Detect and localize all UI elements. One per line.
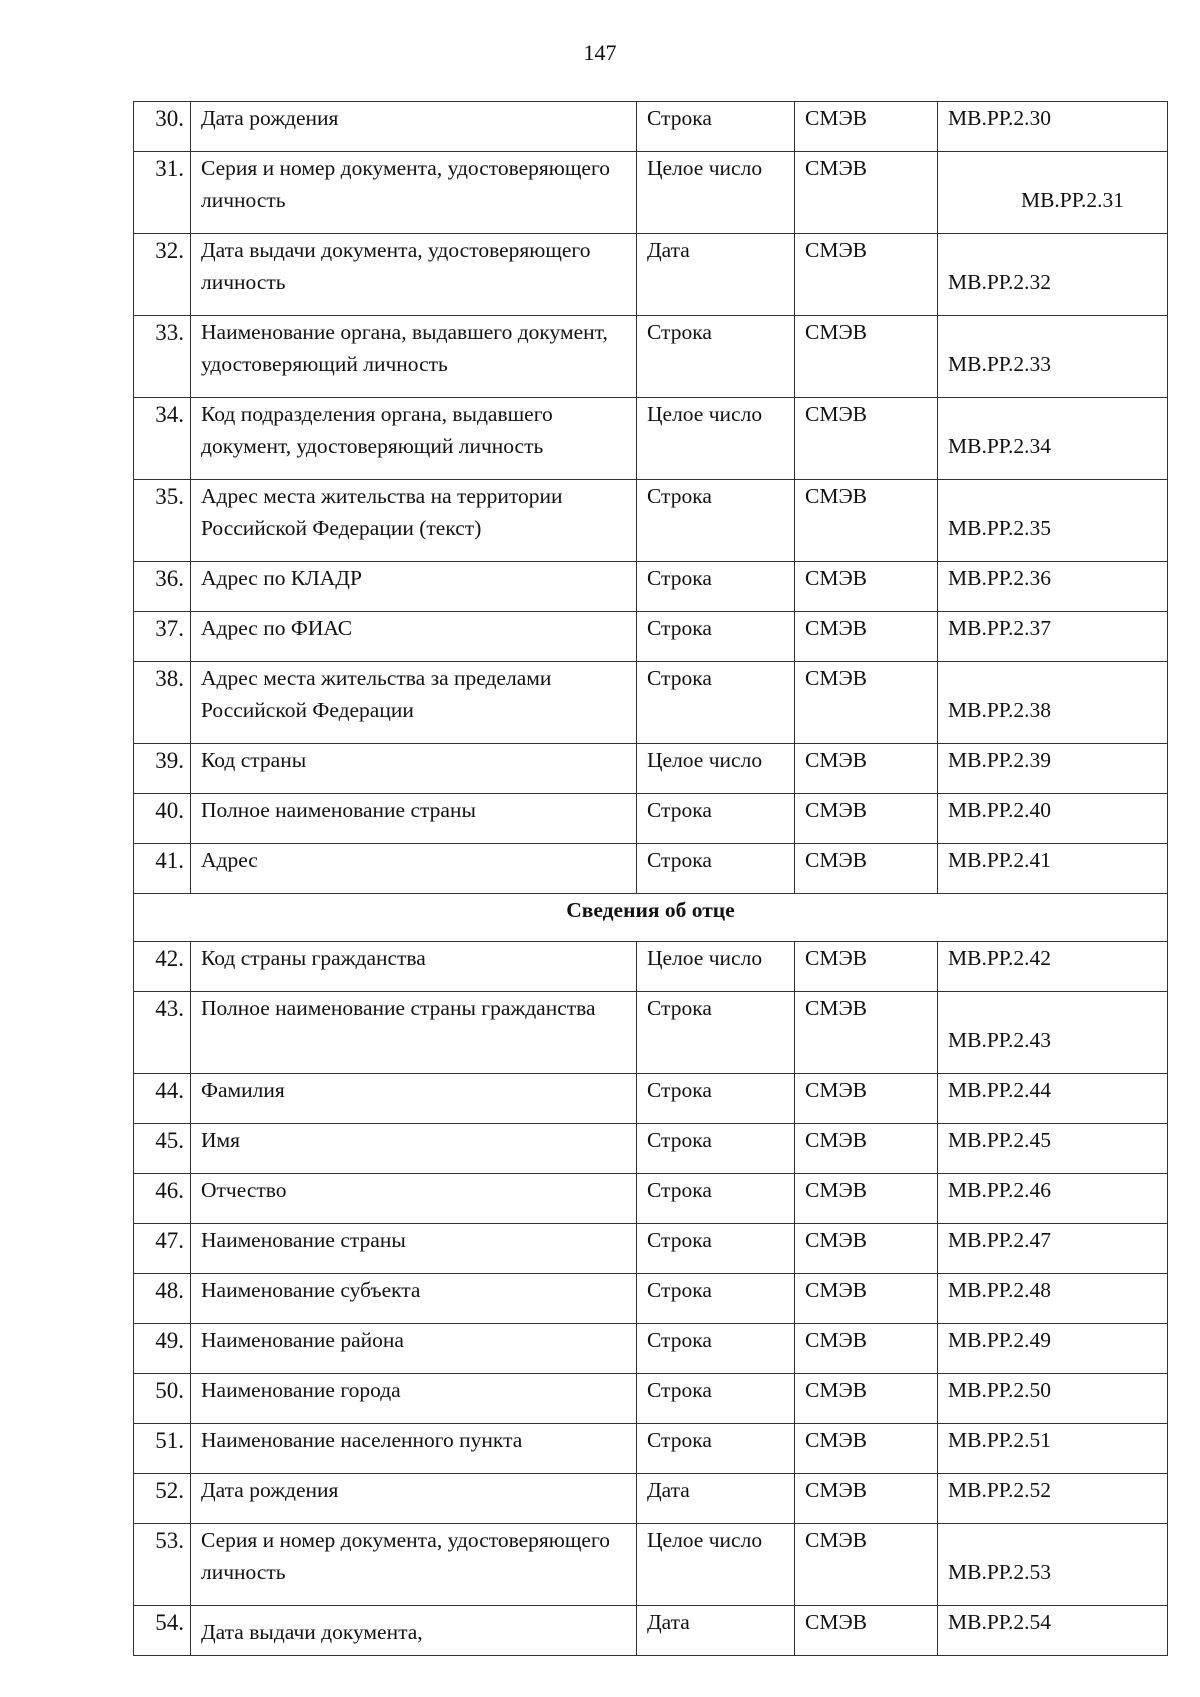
field-source: СМЭВ	[805, 1328, 867, 1352]
field-code-cell	[938, 612, 1168, 662]
field-code: МВ.РР.2.37	[948, 616, 1052, 640]
field-name-cell	[191, 398, 637, 480]
field-source-cell	[795, 992, 938, 1074]
field-type: Строка	[647, 484, 712, 508]
field-code-cell	[938, 844, 1168, 894]
field-type: Строка	[647, 1428, 712, 1452]
field-type-cell	[637, 1374, 795, 1424]
field-code: МВ.РР.2.35	[948, 516, 1052, 540]
table-row	[134, 662, 1168, 744]
field-source: СМЭВ	[805, 566, 867, 590]
field-name-cell	[191, 1524, 637, 1606]
row-number-cell	[134, 1424, 191, 1474]
field-source-cell	[795, 612, 938, 662]
field-type: Строка	[647, 848, 712, 872]
field-source: СМЭВ	[805, 1078, 867, 1102]
field-source: СМЭВ	[805, 238, 867, 262]
field-code: МВ.РР.2.43	[948, 1028, 1052, 1052]
field-code-cell	[938, 1124, 1168, 1174]
field-type-cell	[637, 844, 795, 894]
field-code-cell	[938, 1174, 1168, 1224]
row-number: 53.	[155, 1528, 184, 1553]
field-type-cell	[637, 480, 795, 562]
field-code: МВ.РР.2.48	[948, 1278, 1052, 1302]
row-number: 33.	[155, 320, 184, 345]
field-source-cell	[795, 102, 938, 152]
field-type: Строка	[647, 320, 712, 344]
field-name-cell	[191, 152, 637, 234]
field-source-cell	[795, 1274, 938, 1324]
field-name: Наименование органа, выдавшего документ, удостоверяющий личность	[201, 320, 608, 376]
row-number-cell	[134, 1606, 191, 1656]
row-number-cell	[134, 398, 191, 480]
field-type: Целое число	[647, 748, 763, 772]
row-number: 34.	[155, 402, 184, 427]
table-row	[134, 562, 1168, 612]
field-source-cell	[795, 1474, 938, 1524]
row-number: 38.	[155, 666, 184, 691]
field-type-cell	[637, 102, 795, 152]
field-name-cell	[191, 234, 637, 316]
field-name-cell	[191, 1274, 637, 1324]
field-code: МВ.РР.2.42	[948, 946, 1052, 970]
field-code: МВ.РР.2.44	[948, 1078, 1052, 1102]
field-code-cell	[938, 1074, 1168, 1124]
field-code: МВ.РР.2.51	[948, 1428, 1052, 1452]
field-type: Строка	[647, 1178, 712, 1202]
row-number-cell	[134, 1124, 191, 1174]
field-code: МВ.РР.2.49	[948, 1328, 1052, 1352]
table-row	[134, 612, 1168, 662]
page-number: 147	[583, 40, 617, 65]
field-name: Полное наименование страны	[201, 798, 476, 822]
field-type: Дата	[647, 238, 690, 262]
field-source-cell	[795, 744, 938, 794]
row-number: 52.	[155, 1478, 184, 1503]
field-type-cell	[637, 992, 795, 1074]
field-name: Дата рождения	[201, 106, 339, 130]
field-code-cell	[938, 1524, 1168, 1606]
field-code: МВ.РР.2.34	[948, 434, 1052, 458]
field-source-cell	[795, 480, 938, 562]
field-source: СМЭВ	[805, 1278, 867, 1302]
field-code: МВ.РР.2.36	[948, 566, 1052, 590]
table-row	[134, 102, 1168, 152]
row-number-cell	[134, 480, 191, 562]
table-row	[134, 1224, 1168, 1274]
field-type-cell	[637, 1124, 795, 1174]
field-name: Полное наименование страны гражданства	[201, 996, 596, 1020]
field-type-cell	[637, 1524, 795, 1606]
table-row	[134, 1324, 1168, 1374]
field-type-cell	[637, 794, 795, 844]
field-name-cell	[191, 1324, 637, 1374]
field-type: Строка	[647, 798, 712, 822]
field-type-cell	[637, 316, 795, 398]
field-source: СМЭВ	[805, 156, 867, 180]
field-code-cell	[938, 942, 1168, 992]
field-type: Целое число	[647, 156, 763, 180]
row-number-cell	[134, 1374, 191, 1424]
field-source-cell	[795, 234, 938, 316]
field-name: Адрес по ФИАС	[201, 616, 353, 640]
field-code: МВ.РР.2.33	[948, 352, 1052, 376]
field-source: СМЭВ	[805, 748, 867, 772]
field-type: Строка	[647, 996, 712, 1020]
field-source-cell	[795, 1174, 938, 1224]
row-number: 51.	[155, 1428, 184, 1453]
field-type-cell	[637, 1424, 795, 1474]
field-source-cell	[795, 1606, 938, 1656]
section-header-row	[134, 894, 1168, 942]
table-row	[134, 844, 1168, 894]
row-number-cell	[134, 662, 191, 744]
table-row	[134, 1374, 1168, 1424]
field-code-cell	[938, 992, 1168, 1074]
field-name: Код страны гражданства	[201, 946, 426, 970]
field-code: МВ.РР.2.41	[948, 848, 1052, 872]
section-header-group	[134, 894, 1168, 942]
field-type-cell	[637, 398, 795, 480]
row-number-cell	[134, 1174, 191, 1224]
field-type: Строка	[647, 566, 712, 590]
table-row	[134, 152, 1168, 234]
row-number: 39.	[155, 748, 184, 773]
row-number: 46.	[155, 1178, 184, 1203]
field-source: СМЭВ	[805, 320, 867, 344]
row-number-cell	[134, 316, 191, 398]
table-row	[134, 316, 1168, 398]
row-number-cell	[134, 234, 191, 316]
field-code-cell	[938, 234, 1168, 316]
field-code-cell	[938, 562, 1168, 612]
field-name: Отчество	[201, 1178, 287, 1202]
field-source-cell	[795, 1524, 938, 1606]
field-name: Наименование населенного пункта	[201, 1428, 523, 1452]
field-type-cell	[637, 612, 795, 662]
field-type-cell	[637, 1606, 795, 1656]
row-number: 30.	[155, 106, 184, 131]
field-name-cell	[191, 744, 637, 794]
field-code-cell	[938, 662, 1168, 744]
field-type-cell	[637, 1074, 795, 1124]
field-name-cell	[191, 562, 637, 612]
field-name-cell	[191, 992, 637, 1074]
field-source-cell	[795, 152, 938, 234]
table-row	[134, 1524, 1168, 1606]
row-number: 35.	[155, 484, 184, 509]
field-code: МВ.РР.2.39	[948, 748, 1052, 772]
field-code-cell	[938, 1474, 1168, 1524]
table-row	[134, 744, 1168, 794]
field-type-cell	[637, 1324, 795, 1374]
field-code-cell	[938, 102, 1168, 152]
field-source: СМЭВ	[805, 1478, 867, 1502]
row-number-cell	[134, 1324, 191, 1374]
field-source-cell	[795, 316, 938, 398]
field-type: Дата	[647, 1478, 690, 1502]
field-type: Дата	[647, 1610, 690, 1634]
field-type: Целое число	[647, 946, 763, 970]
field-source-cell	[795, 1424, 938, 1474]
field-source: СМЭВ	[805, 106, 867, 130]
field-name-cell	[191, 844, 637, 894]
field-source-cell	[795, 1224, 938, 1274]
table-row	[134, 1274, 1168, 1324]
row-number: 42.	[155, 946, 184, 971]
field-code: МВ.РР.2.46	[948, 1178, 1052, 1202]
field-source: СМЭВ	[805, 616, 867, 640]
field-type-cell	[637, 1274, 795, 1324]
row-number-cell	[134, 844, 191, 894]
field-type: Строка	[647, 1278, 712, 1302]
field-type-cell	[637, 744, 795, 794]
field-source-cell	[795, 1124, 938, 1174]
field-name: Дата рождения	[201, 1478, 339, 1502]
field-type-cell	[637, 1474, 795, 1524]
field-code: МВ.РР.2.54	[948, 1610, 1052, 1634]
row-number: 41.	[155, 848, 184, 873]
field-name: Код подразделения органа, выдавшего документ, удостоверяющий личность	[201, 402, 553, 458]
field-code-cell	[938, 1324, 1168, 1374]
field-code-cell	[938, 480, 1168, 562]
field-name: Серия и номер документа, удостоверяющего личность	[201, 156, 610, 212]
field-code-cell	[938, 398, 1168, 480]
row-number-cell	[134, 1224, 191, 1274]
field-name: Наименование субъекта	[201, 1278, 421, 1302]
field-source-cell	[795, 1374, 938, 1424]
row-number-cell	[134, 794, 191, 844]
field-name-cell	[191, 612, 637, 662]
field-source: СМЭВ	[805, 1610, 867, 1634]
field-name: Наименование города	[201, 1378, 401, 1402]
field-name: Серия и номер документа, удостоверяющего личность	[201, 1528, 610, 1584]
field-name: Дата выдачи документа, удостоверяющего личность	[201, 238, 591, 294]
row-number: 50.	[155, 1378, 184, 1403]
field-code: МВ.РР.2.53	[948, 1560, 1052, 1584]
field-code-cell	[938, 1424, 1168, 1474]
field-code: МВ.РР.2.40	[948, 798, 1052, 822]
row-number: 49.	[155, 1328, 184, 1353]
field-name-cell	[191, 1374, 637, 1424]
row-number-cell	[134, 992, 191, 1074]
field-code: МВ.РР.2.50	[948, 1378, 1052, 1402]
row-number: 45.	[155, 1128, 184, 1153]
row-number: 48.	[155, 1278, 184, 1303]
field-source: СМЭВ	[805, 848, 867, 872]
table-body-part-1	[134, 102, 1168, 894]
field-name: Код страны	[201, 748, 307, 772]
field-type-cell	[637, 942, 795, 992]
field-type: Строка	[647, 1228, 712, 1252]
field-name-cell	[191, 316, 637, 398]
field-code: МВ.РР.2.30	[948, 106, 1052, 130]
field-name-cell	[191, 794, 637, 844]
field-name-cell	[191, 1124, 637, 1174]
field-type: Строка	[647, 106, 712, 130]
field-name-cell	[191, 102, 637, 152]
row-number-cell	[134, 744, 191, 794]
row-number: 44.	[155, 1078, 184, 1103]
row-number: 54.	[155, 1610, 184, 1635]
row-number-cell	[134, 152, 191, 234]
field-code-cell	[938, 744, 1168, 794]
table-row	[134, 398, 1168, 480]
table-body-part-2	[134, 942, 1168, 1656]
field-name: Дата выдачи документа,	[201, 1620, 423, 1644]
row-number: 32.	[155, 238, 184, 263]
field-source: СМЭВ	[805, 1428, 867, 1452]
field-type: Строка	[647, 1078, 712, 1102]
field-source: СМЭВ	[805, 1178, 867, 1202]
fields-table	[133, 101, 1168, 1656]
table-row	[134, 1606, 1168, 1656]
row-number: 36.	[155, 566, 184, 591]
field-type-cell	[637, 1174, 795, 1224]
field-code: МВ.РР.2.32	[948, 270, 1052, 294]
row-number-cell	[134, 1474, 191, 1524]
field-source-cell	[795, 1074, 938, 1124]
field-type-cell	[637, 1224, 795, 1274]
field-code: МВ.РР.2.52	[948, 1478, 1052, 1502]
field-type: Целое число	[647, 1528, 763, 1552]
field-name-cell	[191, 1606, 637, 1656]
field-code-cell	[938, 152, 1168, 234]
field-source: СМЭВ	[805, 946, 867, 970]
field-name-cell	[191, 662, 637, 744]
field-name: Имя	[201, 1128, 241, 1152]
table-row	[134, 480, 1168, 562]
row-number: 40.	[155, 798, 184, 823]
field-source: СМЭВ	[805, 1128, 867, 1152]
field-name: Адрес	[201, 848, 258, 872]
field-type-cell	[637, 152, 795, 234]
row-number: 43.	[155, 996, 184, 1021]
field-name: Фамилия	[201, 1078, 285, 1102]
field-source: СМЭВ	[805, 402, 867, 426]
row-number-cell	[134, 102, 191, 152]
field-type: Строка	[647, 616, 712, 640]
field-source: СМЭВ	[805, 666, 867, 690]
field-code-cell	[938, 794, 1168, 844]
field-source-cell	[795, 844, 938, 894]
field-code-cell	[938, 316, 1168, 398]
field-type: Строка	[647, 1328, 712, 1352]
field-source: СМЭВ	[805, 1228, 867, 1252]
field-code: МВ.РР.2.31	[1020, 188, 1125, 212]
field-type: Строка	[647, 1378, 712, 1402]
field-name-cell	[191, 480, 637, 562]
table-row	[134, 992, 1168, 1074]
field-source-cell	[795, 398, 938, 480]
row-number-cell	[134, 942, 191, 992]
field-name-cell	[191, 1224, 637, 1274]
field-source: СМЭВ	[805, 996, 867, 1020]
field-code-cell	[938, 1374, 1168, 1424]
table-row	[134, 794, 1168, 844]
field-name-cell	[191, 1424, 637, 1474]
field-source-cell	[795, 942, 938, 992]
table-row	[134, 1124, 1168, 1174]
field-name-cell	[191, 1174, 637, 1224]
field-source: СМЭВ	[805, 798, 867, 822]
field-source-cell	[795, 562, 938, 612]
row-number: 47.	[155, 1228, 184, 1253]
row-number-cell	[134, 1074, 191, 1124]
field-type: Целое число	[647, 402, 763, 426]
field-name: Наименование района	[201, 1328, 404, 1352]
field-type: Строка	[647, 1128, 712, 1152]
field-source-cell	[795, 794, 938, 844]
field-type: Строка	[647, 666, 712, 690]
row-number: 31.	[155, 156, 184, 181]
field-name: Адрес по КЛАДР	[201, 566, 362, 590]
section-title: Сведения об отце	[134, 894, 1168, 942]
field-code: МВ.РР.2.45	[948, 1128, 1052, 1152]
field-code-cell	[938, 1274, 1168, 1324]
field-code-cell	[938, 1606, 1168, 1656]
table-row	[134, 234, 1168, 316]
field-name-cell	[191, 1074, 637, 1124]
table-row	[134, 942, 1168, 992]
row-number-cell	[134, 612, 191, 662]
field-source: СМЭВ	[805, 1528, 867, 1552]
row-number: 37.	[155, 616, 184, 641]
field-source: СМЭВ	[805, 484, 867, 508]
field-source-cell	[795, 1324, 938, 1374]
field-type-cell	[637, 234, 795, 316]
field-name-cell	[191, 942, 637, 992]
field-type-cell	[637, 662, 795, 744]
table-row	[134, 1074, 1168, 1124]
field-code: МВ.РР.2.47	[948, 1228, 1052, 1252]
field-source: СМЭВ	[805, 1378, 867, 1402]
field-type-cell	[637, 562, 795, 612]
table-row	[134, 1474, 1168, 1524]
table-row	[134, 1424, 1168, 1474]
row-number-cell	[134, 1274, 191, 1324]
field-name: Адрес места жительства за пределами Российской Федерации	[201, 666, 552, 722]
field-code-cell	[938, 1224, 1168, 1274]
row-number-cell	[134, 562, 191, 612]
field-source-cell	[795, 662, 938, 744]
table-row	[134, 1174, 1168, 1224]
field-name-cell	[191, 1474, 637, 1524]
field-name: Адрес места жительства на территории Российской Федерации (текст)	[201, 484, 563, 540]
field-name: Наименование страны	[201, 1228, 406, 1252]
field-code: МВ.РР.2.38	[948, 698, 1052, 722]
row-number-cell	[134, 1524, 191, 1606]
